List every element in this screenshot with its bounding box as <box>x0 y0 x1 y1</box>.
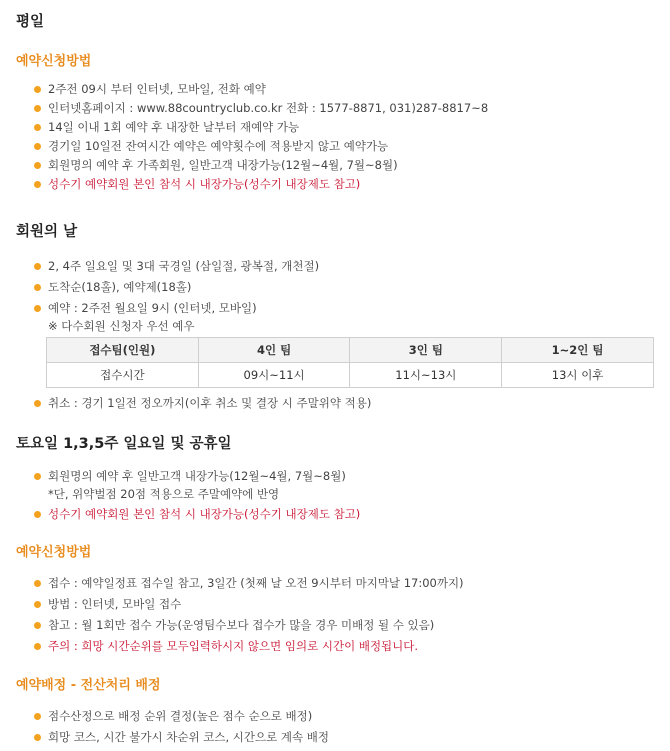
member-day-cancel-list <box>0 394 371 413</box>
bullet-dot-icon <box>34 305 41 312</box>
list-item: 점수산정으로 배정 순위 결정(높은 점수 순으로 배정) <box>0 707 329 726</box>
list-item: 도착순(18홀), 예약제(18홀) <box>0 278 319 297</box>
subtitle-saturday-booking-method: 예약신청방법 <box>16 545 92 560</box>
list-item-warning: 주의 : 희망 시간순위를 모두입력하시지 않으면 임의로 시간이 배정됩니다. <box>0 637 464 656</box>
section-title-saturday: 토요일 1,3,5주 일요일 및 공휴일 <box>16 436 232 452</box>
bullet-dot-icon <box>34 601 41 608</box>
member-day-list <box>0 257 319 335</box>
list-item: 접수 : 예약일정표 접수일 참고, 3일간 (첫째 날 오전 9시부터 마지막날 17:00까지) <box>0 574 464 593</box>
table-header-cell: 1~2인 팀 <box>502 338 654 363</box>
list-item: 취소 : 경기 1일전 정오까지(이후 취소 및 결장 시 주말위약 적용) <box>0 394 371 413</box>
table-header-cell: 접수팀(인원) <box>47 338 199 363</box>
bullet-dot-icon <box>34 622 41 629</box>
table-cell: 11시~13시 <box>350 363 502 388</box>
list-item-warning: 성수기 예약회원 본인 참석 시 내장가능(성수기 내장제도 참고) <box>0 505 360 524</box>
list-item: 희망 코스, 시간 불가시 차순위 코스, 시간으로 계속 배정 <box>0 728 329 747</box>
saturday-booking-list <box>0 574 464 656</box>
subtitle-assignment: 예약배정 - 전산처리 배정 <box>16 678 161 693</box>
bullet-dot-icon <box>34 181 41 188</box>
weekday-booking-list <box>0 80 488 194</box>
bullet-dot-icon <box>34 643 41 650</box>
bullet-dot-icon <box>34 162 41 169</box>
bullet-dot-icon <box>34 263 41 270</box>
list-item: 방법 : 인터넷, 모바일 접수 <box>0 595 464 614</box>
table-cell: 13시 이후 <box>502 363 654 388</box>
list-item: 참고 : 월 1회만 접수 가능(운영팀수보다 접수가 많을 경우 미배정 될 수 있음) <box>0 616 464 635</box>
saturday-list <box>0 467 360 524</box>
list-item: 인터넷홈페이지 : www.88countryclub.co.kr 전화 : 1577-8871, 031)287-8817~8 <box>0 99 488 118</box>
list-item-warning: 성수기 예약회원 본인 참석 시 내장가능(성수기 내장제도 참고) <box>0 175 488 194</box>
subtitle-weekday-booking-method: 예약신청방법 <box>16 54 92 69</box>
list-item: 회원명의 예약 후 가족회원, 일반고객 내장가능(12월~4월, 7월~8월) <box>0 156 488 175</box>
bullet-dot-icon <box>34 105 41 112</box>
bullet-dot-icon <box>34 473 41 480</box>
bullet-dot-icon <box>34 734 41 741</box>
bullet-dot-icon <box>34 143 41 150</box>
list-item-note: *단, 위약벌점 20점 적용으로 주말예약에 반영 <box>48 487 280 501</box>
list-item: 2, 4주 일요일 및 3대 국경일 (삼일절, 광복절, 개천절) <box>0 257 319 276</box>
bullet-dot-icon <box>34 580 41 587</box>
table-header-cell: 4인 팀 <box>198 338 350 363</box>
table-cell: 접수시간 <box>47 363 199 388</box>
table-row <box>47 363 654 388</box>
section-title-member-day: 회원의 날 <box>16 224 78 240</box>
table-header-row <box>47 338 654 363</box>
bullet-dot-icon <box>34 86 41 93</box>
section-title-weekday: 평일 <box>16 14 45 30</box>
list-item: 14일 이내 1회 예약 후 내장한 날부터 재예약 가능 <box>0 118 488 137</box>
list-item: 예약 : 2주전 월요일 9시 (인터넷, 모바일) ※ 다수회원 신청자 우선 예우 <box>0 299 319 335</box>
list-item: 회원명의 예약 후 일반고객 내장가능(12월~4월, 7월~8월) *단, 위약벌점 20점 적용으로 주말예약에 반영 <box>0 467 360 503</box>
list-item-note: ※ 다수회원 신청자 우선 예우 <box>48 319 195 333</box>
bullet-dot-icon <box>34 713 41 720</box>
bullet-dot-icon <box>34 124 41 131</box>
assignment-list <box>0 707 329 747</box>
list-item: 경기일 10일전 잔여시간 예약은 예약횟수에 적용받지 않고 예약가능 <box>0 137 488 156</box>
table-header-cell: 3인 팀 <box>350 338 502 363</box>
list-item: 2주전 09시 부터 인터넷, 모바일, 전화 예약 <box>0 80 488 99</box>
bullet-dot-icon <box>34 511 41 518</box>
reception-time-table <box>46 337 654 388</box>
table-cell: 09시~11시 <box>198 363 350 388</box>
bullet-dot-icon <box>34 400 41 407</box>
bullet-dot-icon <box>34 284 41 291</box>
